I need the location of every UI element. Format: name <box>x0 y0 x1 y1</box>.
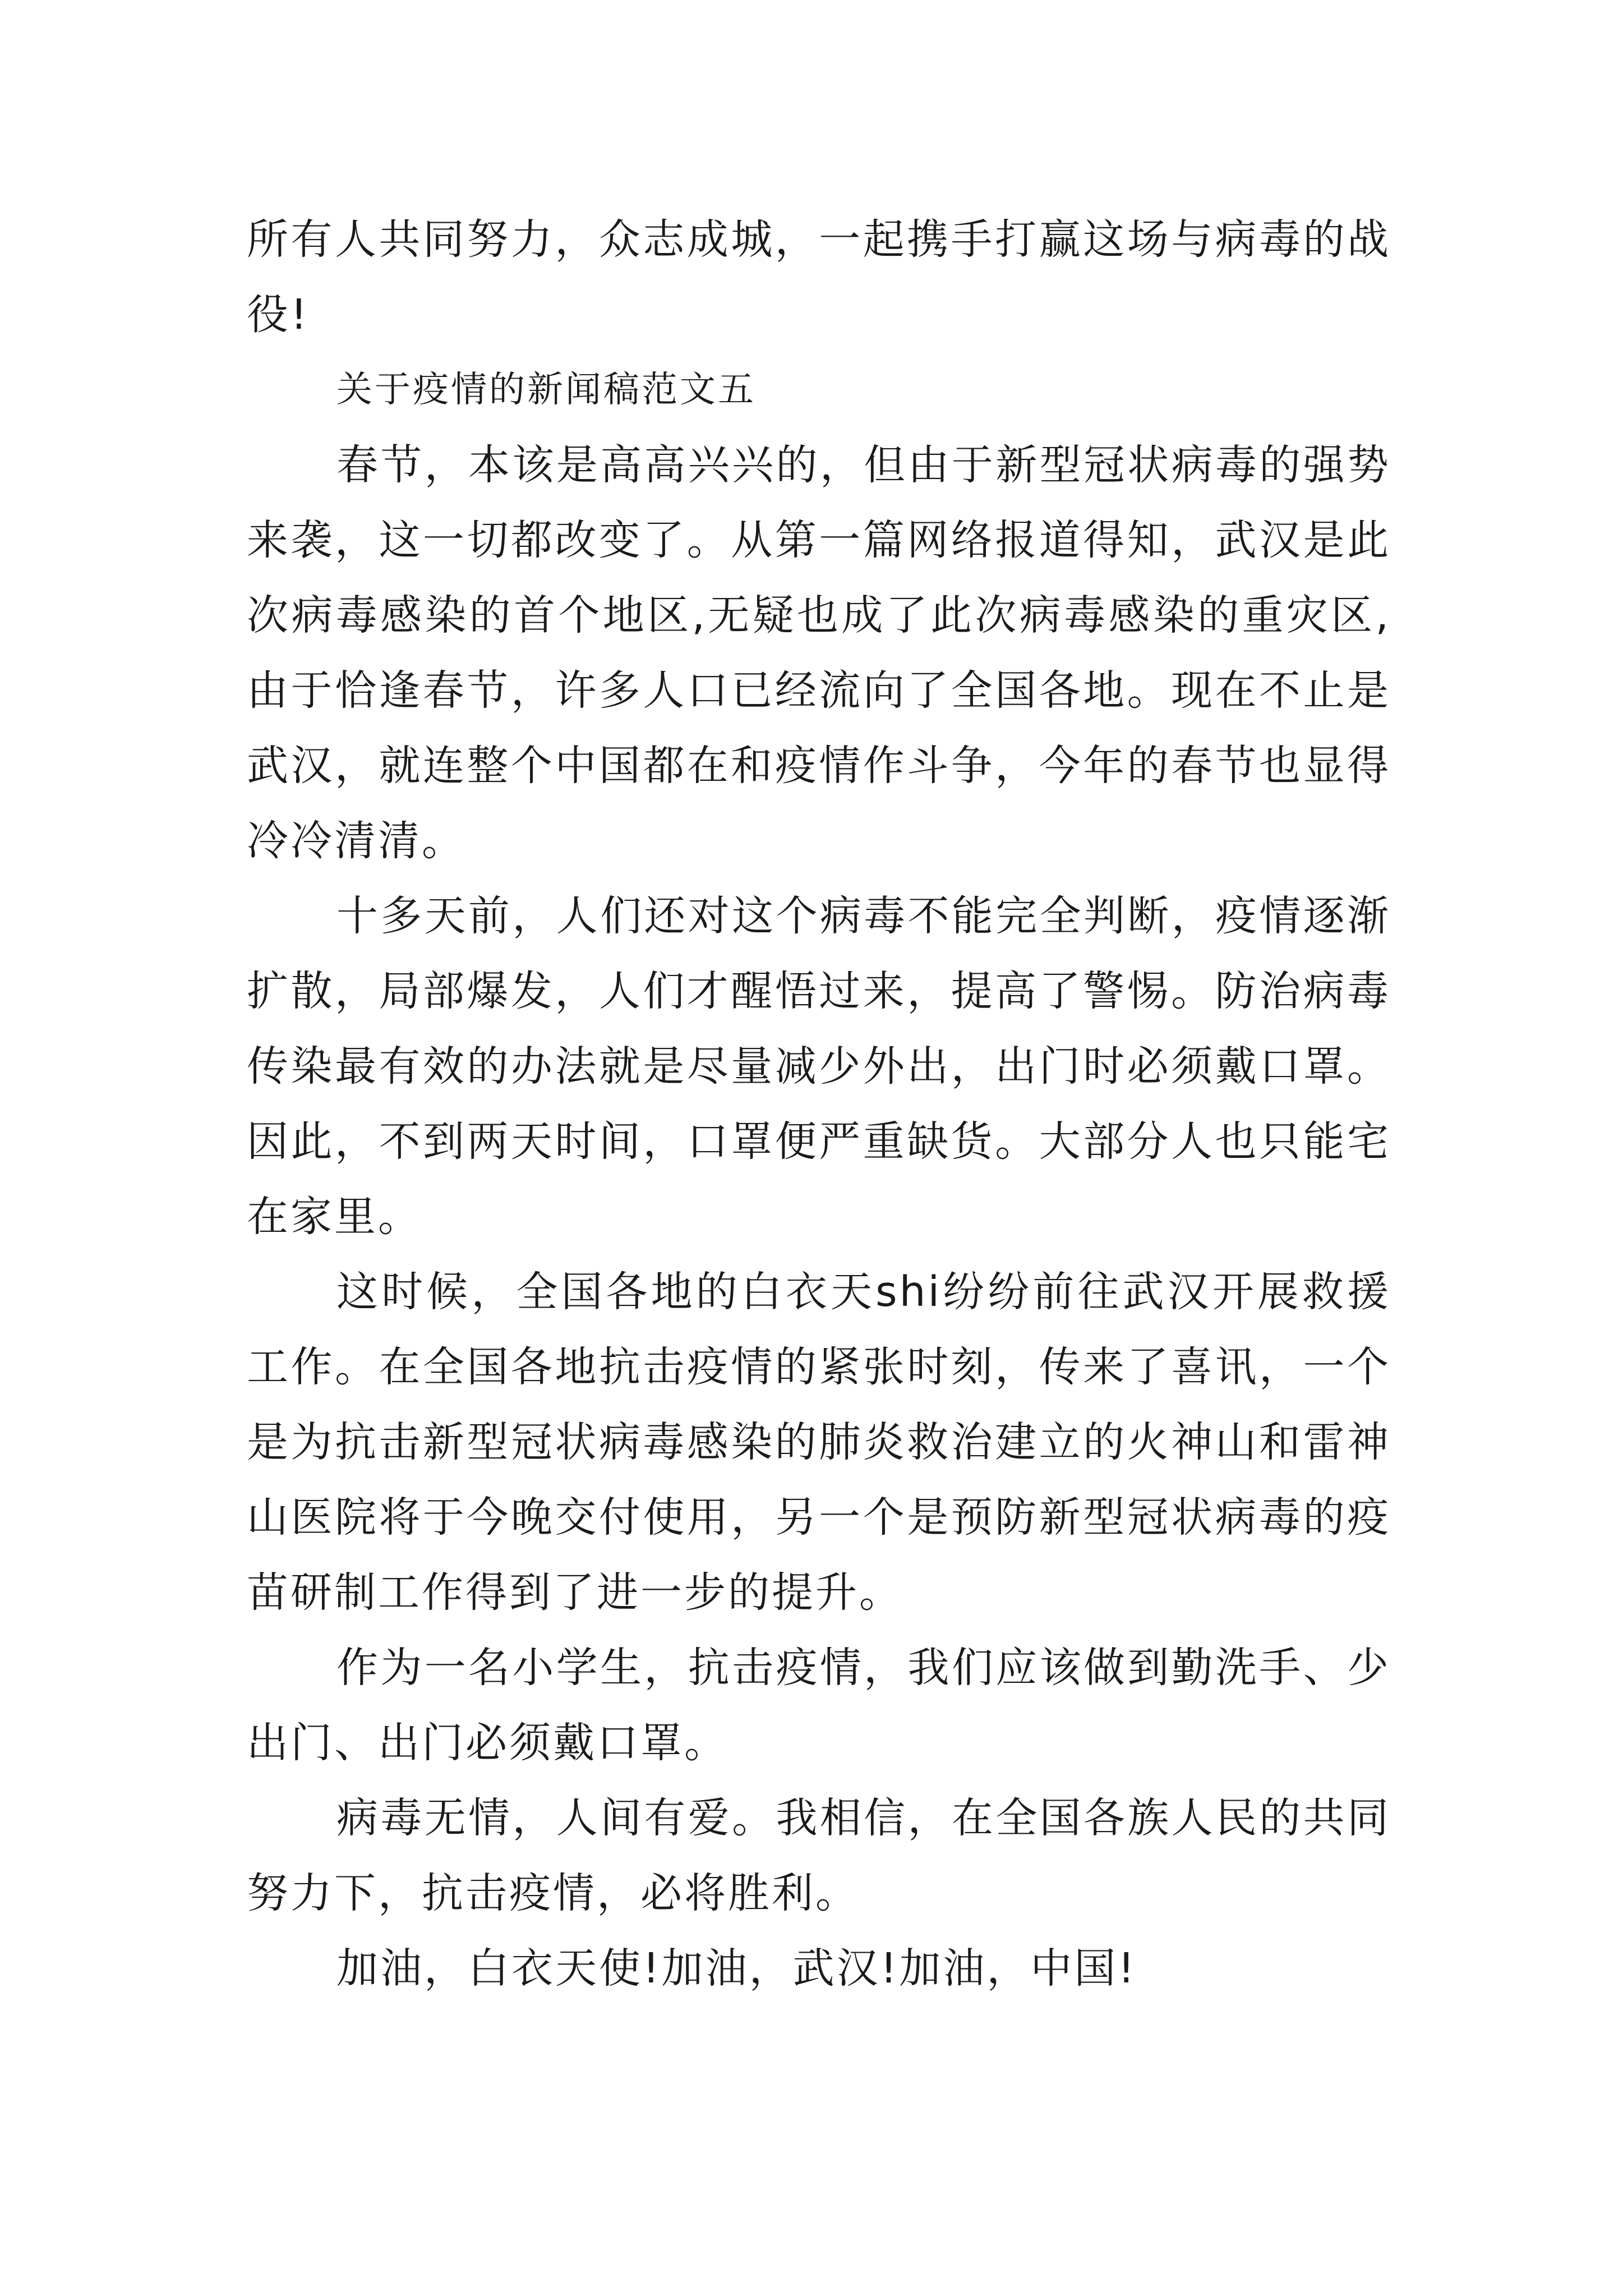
section-title: 关于疫情的新闻稿范文五 <box>336 369 756 411</box>
paragraph: 春节，本该是高高兴兴的，但由于新型冠状病毒的强势来袭，这一切都改变了。从第一篇网络报道得知，武汉是此次病毒感染的首个地区,无疑也成了此次病毒感染的重灾区,由于恰逢春节，许多人口已经流向了全国各地。现在不止是武汉，就连整个中国都在和疫情作斗争，今年的春节也显得冷冷清清。 <box>247 441 1391 865</box>
paragraph: 十多天前，人们还对这个病毒不能完全判断，疫情逐渐扩散，局部爆发，人们才醒悟过来，提高了警惕。防治病毒传染最有效的办法就是尽量减少外出，出门时必须戴口罩。因此，不到两天时间，口罩便严重缺货。大部分人也只能宅在家里。 <box>247 892 1391 1241</box>
paragraph-closing: 加油，白衣天使!加油，武汉!加油，中国! <box>336 1944 1137 1993</box>
paragraph: 这时候，全国各地的白衣天shi纷纷前往武汉开展救援工作。在全国各地抗击疫情的紧张时刻，传来了喜讯，一个是为抗击新型冠状病毒感染的肺炎救治建立的火神山和雷神山医院将于今晚交付使用，另一个是预防新型冠状病毒的疫苗研制工作得到了进一步的提升。 <box>247 1268 1391 1617</box>
paragraph-continuation: 所有人共同努力，众志成城，一起携手打赢这场与病毒的战役! <box>247 215 1391 339</box>
paragraph: 病毒无情，人间有爱。我相信，在全国各族人民的共同努力下，抗击疫情，必将胜利。 <box>247 1794 1391 1917</box>
document-body <box>247 202 1391 2006</box>
paragraph: 作为一名小学生，抗击疫情，我们应该做到勤洗手、少出门、出门必须戴口罩。 <box>247 1644 1391 1767</box>
